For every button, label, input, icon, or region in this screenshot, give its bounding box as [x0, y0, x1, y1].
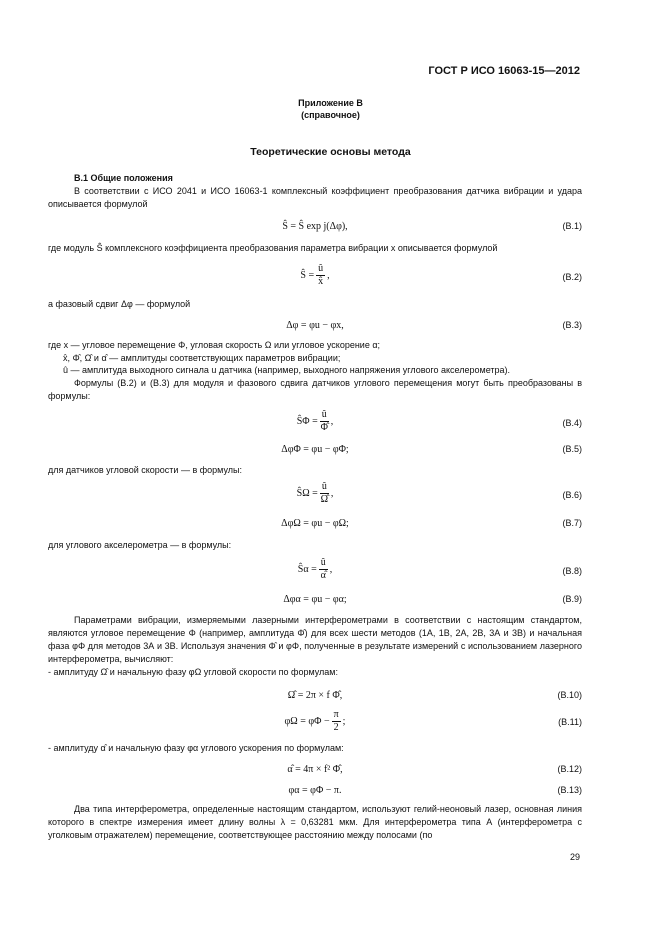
equation-b7-formula: ΔφΩ = φu − φΩ; [281, 518, 349, 529]
standard-designation: ГОСТ Р ИСО 16063-15—2012 [428, 65, 580, 77]
equation-b4-lhs: ŜΦ = [296, 415, 318, 427]
equation-b8-numerator: û [320, 557, 326, 568]
equation-b3-formula: Δφ = φu − φx, [286, 320, 344, 331]
equation-b9-formula: Δφα = φu − φα; [283, 594, 347, 605]
equation-b4 [48, 409, 582, 439]
equation-b8 [48, 557, 582, 587]
equation-b3-number: (В.3) [562, 320, 582, 330]
equation-b13-number: (В.13) [557, 785, 582, 795]
equation-b2-lhs: Ŝ = [300, 269, 315, 281]
equation-b2-number: (В.2) [562, 272, 582, 282]
equation-b2-tail: , [327, 269, 330, 281]
definition-x: где x — угловое перемещение Φ, угловая скорость Ω или угловое ускорение α; [48, 340, 381, 350]
paragraph-interferometer-types: Два типа интерферометра, определенные настоящим стандартом, используют гелий-неоновый лазер, основная линия которого в спектре измерения имеет длину волны λ = 0,63281 мкм. Для интерферометра типа А (интерферометра с уголковым отражателем) перемещение, соответствующее расстоянию между полосами (по [48, 804, 582, 840]
paragraph-displacement: Формулы (В.2) и (В.3) для модуля и фазового сдвига датчиков углового перемещения могут быть преобразованы в формулы: [48, 378, 582, 401]
paragraph-velocity-calculation: - амплитуду Ω̂ и начальную фазу φΩ угловой скорости по формулам: [48, 667, 338, 677]
equation-b1-formula: Ŝ = Ŝ exp j(Δφ), [282, 221, 348, 232]
equation-b5-formula: ΔφΦ = φu − φΦ; [281, 444, 349, 455]
equation-b4-number: (В.4) [562, 418, 582, 428]
equation-b10-number: (В.10) [557, 690, 582, 700]
paragraph-acceleration-calculation: - амплитуду α̂ и начальную фазу φα углового ускорения по формулам: [48, 743, 344, 753]
annex-heading [48, 97, 613, 121]
paragraph-accelerometer: для углового акселерометра — в формулы: [48, 540, 232, 550]
equation-b11-tail: ; [342, 715, 346, 727]
equation-b6-tail: , [330, 487, 334, 499]
equation-b5-number: (В.5) [562, 444, 582, 454]
equation-b2-numerator: û [318, 263, 324, 274]
equation-b11-numerator: π [333, 709, 339, 720]
equation-b8-tail: , [329, 563, 333, 575]
annex-name: Приложение В [298, 98, 363, 108]
equation-b4-denominator: Φ̂ [320, 422, 328, 433]
equation-b11-denominator: 2 [333, 722, 339, 733]
document-title: Теоретические основы метода [250, 146, 411, 158]
annex-note: (справочное) [301, 110, 360, 120]
equation-b8-lhs: Ŝα = [297, 563, 317, 575]
equation-b12-formula: α̂ = 4π × f² Φ̂, [287, 764, 343, 775]
equation-b8-number: (В.8) [562, 566, 582, 576]
equation-b9-number: (В.9) [562, 594, 582, 604]
definition-amplitudes: x̂, Φ̂, Ω̂ и α̂ — амплитуды соответствующих параметров вибрации; [63, 353, 341, 363]
equation-b8-denominator: α̂ [320, 570, 326, 581]
paragraph-interferometer-parameters: Параметрами вибрации, измеряемыми лазерными интерферометрами в соответствии с настоящим стандартом, являются угловое перемещение Φ (например, амплитуда Φ̂) для всех шести методов (1А, 1В, 2А, 2В, 3А и 3В) и начальная фаза φΦ для методов 3А и 3В. Используя значения Φ̂ и φΦ, полученные в результате измерений с использованием лазерного интерферометра, вычисляют: [48, 615, 582, 664]
definition-output: û — амплитуда выходного сигнала u датчика (например, выходного напряжения углового акселерометра). [63, 365, 511, 375]
equation-b6-lhs: ŜΩ = [296, 487, 318, 499]
equation-b6-denominator: Ω̂ [320, 494, 329, 505]
equation-b7-number: (В.7) [562, 518, 582, 528]
page-number: 29 [569, 852, 580, 862]
paragraph-velocity: для датчиков угловой скорости — в формулы: [48, 465, 242, 475]
equation-b12-number: (В.12) [557, 764, 582, 774]
equation-b6-number: (В.6) [562, 490, 582, 500]
equation-b2-denominator: x̂ [318, 276, 324, 287]
paragraph-intro: В соответствии с ИСО 2041 и ИСО 16063-1 комплексный коэффициент преобразования датчика вибрации и удара описывается формулой [48, 186, 582, 209]
paragraph-modulus: где модуль Ŝ комплексного коэффициента преобразования параметра вибрации x описывается формулой [48, 243, 498, 253]
equation-b4-tail: , [330, 415, 334, 427]
equation-b13-formula: φα = φΦ − π. [288, 785, 342, 796]
equation-b1-number: (В.1) [562, 221, 582, 231]
equation-b11 [48, 709, 582, 739]
section-heading: В.1 Общие положения [74, 173, 173, 183]
equation-b2 [48, 263, 582, 293]
equation-b6-numerator: û [321, 481, 327, 492]
equation-b6 [48, 481, 582, 511]
equation-b4-numerator: û [321, 409, 327, 420]
equation-b11-number: (В.11) [558, 717, 582, 727]
paragraph-phase: а фазовый сдвиг Δφ — формулой [48, 299, 191, 309]
equation-b10-formula: Ω̂ = 2π × f Φ̂, [287, 690, 343, 701]
equation-b11-lhs: φΩ = φΦ − [284, 715, 330, 727]
